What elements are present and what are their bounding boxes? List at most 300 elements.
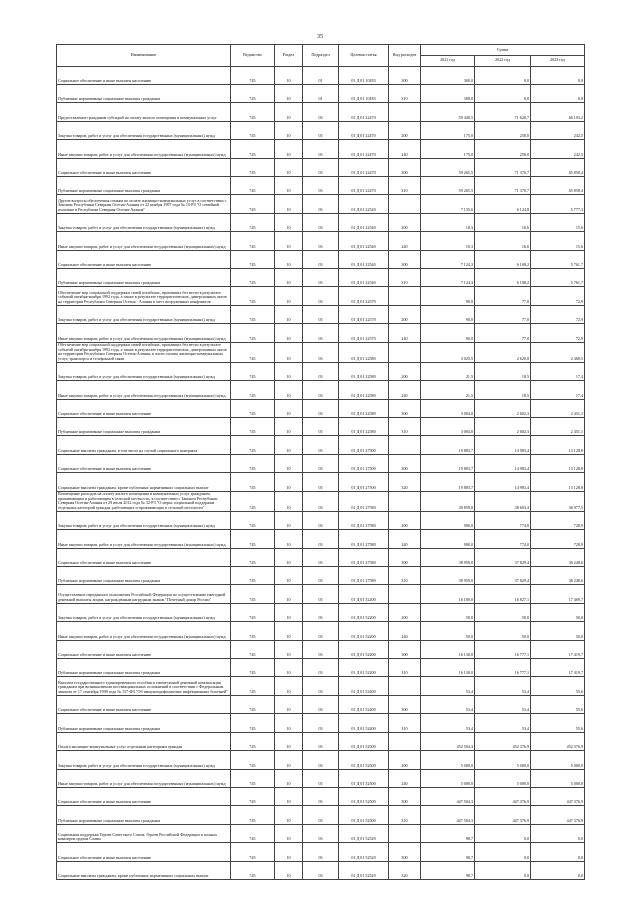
row-sum-2022: 452 376,9 bbox=[475, 732, 531, 750]
row-description: Осуществление переданного полномочия Российской Федерации по осуществлению ежегодной денежной выплаты лицам, награжденным нагрудным знаком "Почетный донор России" bbox=[57, 585, 231, 603]
row-department: 745 bbox=[231, 861, 275, 879]
row-description: Социальное обеспечение и иные выплаты населению bbox=[57, 250, 231, 268]
row-expense-type: 200 bbox=[389, 305, 421, 323]
row-expense-type: 310 bbox=[389, 269, 421, 287]
row-sum-2022: 5 000,0 bbox=[475, 769, 531, 787]
row-target-article: 01 Д 01 52400 bbox=[339, 695, 389, 713]
row-sum-2021: 21,5 bbox=[421, 381, 475, 399]
row-section: 10 bbox=[275, 121, 303, 139]
row-sum-2021: 10,3 bbox=[421, 213, 475, 231]
row-description: Закупка товаров, работ и услуг для обеспечения государственных (муниципальных) нужд bbox=[57, 305, 231, 323]
row-sum-2021: 900,0 bbox=[421, 511, 475, 529]
row-section: 10 bbox=[275, 491, 303, 511]
row-subsection: 03 bbox=[303, 751, 339, 769]
row-expense-type: 300 bbox=[389, 695, 421, 713]
row-sum-2022: 447 376,9 bbox=[475, 806, 531, 824]
row-sum-2023: 36 248,6 bbox=[531, 548, 585, 566]
row-sum-2021: 50,0 bbox=[421, 622, 475, 640]
row-section: 10 bbox=[275, 158, 303, 176]
row-sum-2022: 71 628,7 bbox=[475, 103, 531, 121]
row-sum-2023: 13 128,8 bbox=[531, 454, 585, 472]
row-department: 745 bbox=[231, 454, 275, 472]
row-target-article: 01 Д 01 22470 bbox=[339, 177, 389, 195]
row-sum-2023: 0,0 bbox=[531, 66, 585, 84]
table-row bbox=[57, 305, 585, 323]
table-row bbox=[57, 585, 585, 603]
row-department: 745 bbox=[231, 177, 275, 195]
row-section: 10 bbox=[275, 381, 303, 399]
row-section: 10 bbox=[275, 511, 303, 529]
table-row bbox=[57, 732, 585, 750]
row-section: 10 bbox=[275, 195, 303, 213]
row-expense-type: 320 bbox=[389, 473, 421, 491]
row-target-article: 01 Д 01 22570 bbox=[339, 324, 389, 342]
row-subsection: 03 bbox=[303, 121, 339, 139]
row-sum-2022: 16 827,1 bbox=[475, 585, 531, 603]
row-subsection: 03 bbox=[303, 269, 339, 287]
row-sum-2022: 16,6 bbox=[475, 232, 531, 250]
row-subsection: 03 bbox=[303, 622, 339, 640]
row-description: Закупка товаров, работ и услуг для обеспечения государственных (муниципальных) нужд bbox=[57, 751, 231, 769]
row-section: 10 bbox=[275, 324, 303, 342]
row-description: Социальное обеспечение и иные выплаты населению bbox=[57, 548, 231, 566]
row-section: 10 bbox=[275, 806, 303, 824]
row-department: 745 bbox=[231, 511, 275, 529]
row-subsection: 03 bbox=[303, 103, 339, 121]
row-sum-2023: 0,0 bbox=[531, 843, 585, 861]
row-sum-2023: 447 376,9 bbox=[531, 787, 585, 805]
row-sum-2021: 98,7 bbox=[421, 843, 475, 861]
row-sum-2021: 21,5 bbox=[421, 362, 475, 380]
row-target-article: 01 Д 01 52200 bbox=[339, 603, 389, 621]
table-row bbox=[57, 121, 585, 139]
row-target-article: 01 Д 01 52200 bbox=[339, 659, 389, 677]
row-department: 745 bbox=[231, 121, 275, 139]
row-section: 10 bbox=[275, 677, 303, 695]
table-row bbox=[57, 659, 585, 677]
row-sum-2022: 53,4 bbox=[475, 695, 531, 713]
row-department: 745 bbox=[231, 232, 275, 250]
row-description: Публичные нормативные социальные выплаты гражданам bbox=[57, 659, 231, 677]
row-expense-type: 300 bbox=[389, 787, 421, 805]
row-department: 745 bbox=[231, 548, 275, 566]
row-subsection: 03 bbox=[303, 530, 339, 548]
row-section: 10 bbox=[275, 362, 303, 380]
row-section: 10 bbox=[275, 695, 303, 713]
row-expense-type: 300 bbox=[389, 454, 421, 472]
row-sum-2021: 59 265,5 bbox=[421, 158, 475, 176]
row-expense-type bbox=[389, 103, 421, 121]
row-department: 745 bbox=[231, 66, 275, 84]
row-subsection: 03 bbox=[303, 843, 339, 861]
row-expense-type bbox=[389, 732, 421, 750]
row-subsection: 03 bbox=[303, 548, 339, 566]
row-target-article: 01 Д 01 22540 bbox=[339, 213, 389, 231]
row-sum-2022: 5 000,0 bbox=[475, 751, 531, 769]
row-department: 745 bbox=[231, 250, 275, 268]
row-department: 745 bbox=[231, 399, 275, 417]
row-sum-2021: 175,0 bbox=[421, 121, 475, 139]
row-sum-2023: 0,0 bbox=[531, 824, 585, 842]
row-sum-2022: 0,0 bbox=[475, 66, 531, 84]
row-subsection: 03 bbox=[303, 362, 339, 380]
row-subsection: 03 bbox=[303, 324, 339, 342]
row-section: 10 bbox=[275, 769, 303, 787]
row-sum-2023: 2 468,5 bbox=[531, 342, 585, 362]
row-target-article: 01 Д 01 22570 bbox=[339, 305, 389, 323]
row-expense-type bbox=[389, 491, 421, 511]
row-section: 10 bbox=[275, 824, 303, 842]
row-department: 745 bbox=[231, 381, 275, 399]
row-sum-2022: 6 108,2 bbox=[475, 250, 531, 268]
row-section: 10 bbox=[275, 213, 303, 231]
header-name: Наименование bbox=[57, 45, 231, 67]
row-sum-2021: 300,0 bbox=[421, 84, 475, 102]
table-row bbox=[57, 362, 585, 380]
row-description: Социальное обеспечение и иные выплаты населению bbox=[57, 640, 231, 658]
row-department: 745 bbox=[231, 195, 275, 213]
row-sum-2022: 77,0 bbox=[475, 287, 531, 305]
row-sum-2022: 0,0 bbox=[475, 824, 531, 842]
row-subsection: 03 bbox=[303, 454, 339, 472]
header-year-2021: 2021 год bbox=[421, 55, 475, 66]
row-sum-2023: 65 858,4 bbox=[531, 177, 585, 195]
row-section: 10 bbox=[275, 861, 303, 879]
row-section: 10 bbox=[275, 530, 303, 548]
table-row bbox=[57, 843, 585, 861]
row-target-article: 01 Д 01 22580 bbox=[339, 342, 389, 362]
row-subsection: 03 bbox=[303, 585, 339, 603]
row-description: Иные закупки товаров, работ и услуг для обеспечения государственных (муниципальных) нужд bbox=[57, 140, 231, 158]
row-target-article: 01 Д 01 22540 bbox=[339, 269, 389, 287]
row-sum-2022: 447 376,9 bbox=[475, 787, 531, 805]
table-row bbox=[57, 548, 585, 566]
row-expense-type bbox=[389, 585, 421, 603]
row-description: Социальные выплаты гражданам, кроме публичных нормативных социальных выплат bbox=[57, 861, 231, 879]
row-section: 10 bbox=[275, 305, 303, 323]
row-expense-type bbox=[389, 195, 421, 213]
row-expense-type: 200 bbox=[389, 121, 421, 139]
row-sum-2023: 452 376,9 bbox=[531, 732, 585, 750]
row-section: 10 bbox=[275, 567, 303, 585]
row-subsection: 03 bbox=[303, 511, 339, 529]
row-sum-2023: 17,4 bbox=[531, 381, 585, 399]
row-subsection: 03 bbox=[303, 418, 339, 436]
row-sum-2022: 71 370,7 bbox=[475, 158, 531, 176]
row-section: 10 bbox=[275, 454, 303, 472]
row-description: Закупка товаров, работ и услуг для обеспечения государственных (муниципальных) нужд bbox=[57, 511, 231, 529]
row-target-article: 01 Д 01 22540 bbox=[339, 232, 389, 250]
row-subsection: 03 bbox=[303, 250, 339, 268]
row-sum-2023: 55,6 bbox=[531, 714, 585, 732]
row-sum-2023: 2 451,1 bbox=[531, 418, 585, 436]
row-expense-type: 200 bbox=[389, 362, 421, 380]
row-description: Закупка товаров, работ и услуг для обеспечения государственных (муниципальных) нужд bbox=[57, 121, 231, 139]
table-row bbox=[57, 177, 585, 195]
row-department: 745 bbox=[231, 622, 275, 640]
row-section: 10 bbox=[275, 269, 303, 287]
row-target-article: 01 Д 01 52500 bbox=[339, 732, 389, 750]
row-target-article: 01 Д 01 27500 bbox=[339, 473, 389, 491]
table-row bbox=[57, 436, 585, 454]
row-description: Другие вопросы обеспечения семьям по оплате жилищно-коммунальных услуг в соответствии с Законом Республики Северная Осетия-Алания от 22 ноября 1997 года № 15-РЗ "О семейной политике в Республике Северная Осетия-Алания" bbox=[57, 195, 231, 213]
row-target-article: 01 Д 01 52520 bbox=[339, 843, 389, 861]
row-sum-2021: 38 959,0 bbox=[421, 548, 475, 566]
row-sum-2021: 16 130,0 bbox=[421, 640, 475, 658]
row-department: 745 bbox=[231, 769, 275, 787]
row-target-article: 01 Д 01 27580 bbox=[339, 567, 389, 585]
row-department: 745 bbox=[231, 843, 275, 861]
row-section: 10 bbox=[275, 342, 303, 362]
row-expense-type: 240 bbox=[389, 140, 421, 158]
row-sum-2022: 50,0 bbox=[475, 622, 531, 640]
row-sum-2022: 77,0 bbox=[475, 305, 531, 323]
table-row bbox=[57, 454, 585, 472]
row-description: Публичные нормативные социальные выплаты гражданам bbox=[57, 806, 231, 824]
row-department: 745 bbox=[231, 269, 275, 287]
row-description: Публичные нормативные социальные выплаты гражданам bbox=[57, 418, 231, 436]
row-expense-type: 300 bbox=[389, 640, 421, 658]
row-sum-2023: 65 858,4 bbox=[531, 158, 585, 176]
row-description: Оплата жилищно-коммунальных услуг отдельным категориям граждан bbox=[57, 732, 231, 750]
row-sum-2021: 90,0 bbox=[421, 305, 475, 323]
row-sum-2021: 175,0 bbox=[421, 140, 475, 158]
table-row bbox=[57, 677, 585, 695]
row-description: Закупка товаров, работ и услуг для обеспечения государственных (муниципальных) нужд bbox=[57, 603, 231, 621]
row-description: Социальное обеспечение и иные выплаты населению bbox=[57, 787, 231, 805]
row-subsection: 03 bbox=[303, 436, 339, 454]
row-subsection: 03 bbox=[303, 824, 339, 842]
row-expense-type: 240 bbox=[389, 232, 421, 250]
row-description: Обеспечение мер социальной поддержки семей погибших, пропавших без вести в результате событий октября-ноября 1992 года, а также в результате террористических, диверсионных актов на территории Республики Северная Осетия-Алания, в части оплаты жилищно-коммунальных услуг, транспорта и телефонной связи bbox=[57, 342, 231, 362]
row-expense-type: 300 bbox=[389, 66, 421, 84]
header-sum: Сумма bbox=[421, 45, 585, 56]
row-target-article: 01 Д 01 27500 bbox=[339, 454, 389, 472]
row-sum-2021: 19 883,7 bbox=[421, 473, 475, 491]
row-sum-2022: 258,0 bbox=[475, 121, 531, 139]
table-row bbox=[57, 695, 585, 713]
row-section: 10 bbox=[275, 548, 303, 566]
row-expense-type: 300 bbox=[389, 250, 421, 268]
row-section: 10 bbox=[275, 714, 303, 732]
row-sum-2022: 18,5 bbox=[475, 381, 531, 399]
row-target-article: 01 Д 01 22570 bbox=[339, 287, 389, 305]
row-department: 745 bbox=[231, 158, 275, 176]
table-row bbox=[57, 84, 585, 102]
row-sum-2023: 15,6 bbox=[531, 232, 585, 250]
row-sum-2023: 50,0 bbox=[531, 603, 585, 621]
row-sum-2023: 17 419,7 bbox=[531, 659, 585, 677]
row-sum-2023: 72,9 bbox=[531, 324, 585, 342]
row-expense-type: 240 bbox=[389, 530, 421, 548]
table-row bbox=[57, 232, 585, 250]
header-year-2022: 2022 год bbox=[475, 55, 531, 66]
row-sum-2023: 5 000,0 bbox=[531, 751, 585, 769]
row-expense-type: 300 bbox=[389, 399, 421, 417]
row-expense-type: 200 bbox=[389, 751, 421, 769]
row-subsection: 03 bbox=[303, 381, 339, 399]
row-department: 745 bbox=[231, 640, 275, 658]
row-target-article: 01 Д 01 52200 bbox=[339, 640, 389, 658]
row-department: 745 bbox=[231, 751, 275, 769]
row-department: 745 bbox=[231, 473, 275, 491]
header-target-article: Целевая статья bbox=[339, 45, 389, 67]
row-description: Выплата государственного единовременного пособия и ежемесячной денежной компенсации гражданам при возникновении поствакцинальных осложнений в соответствии с Федеральным законом от 17 сентября 1998 года № 157-ФЗ "Об иммунопрофилактике инфекционных болезней" bbox=[57, 677, 231, 695]
row-target-article: 01 Д 01 52200 bbox=[339, 585, 389, 603]
row-sum-2022: 6 108,2 bbox=[475, 269, 531, 287]
row-department: 745 bbox=[231, 84, 275, 102]
row-description: Иные закупки товаров, работ и услуг для обеспечения государственных (муниципальных) нужд bbox=[57, 381, 231, 399]
row-subsection: 03 bbox=[303, 787, 339, 805]
row-department: 745 bbox=[231, 213, 275, 231]
row-sum-2022: 14 983,4 bbox=[475, 473, 531, 491]
row-department: 745 bbox=[231, 342, 275, 362]
row-sum-2023: 72,9 bbox=[531, 287, 585, 305]
row-section: 10 bbox=[275, 177, 303, 195]
row-expense-type: 310 bbox=[389, 177, 421, 195]
row-sum-2023: 728,9 bbox=[531, 530, 585, 548]
row-expense-type: 310 bbox=[389, 567, 421, 585]
row-sum-2022: 6 124,8 bbox=[475, 195, 531, 213]
row-section: 10 bbox=[275, 659, 303, 677]
row-target-article: 01 Д 01 22470 bbox=[339, 103, 389, 121]
row-target-article: 01 Д 01 52500 bbox=[339, 787, 389, 805]
row-sum-2022: 14 983,4 bbox=[475, 436, 531, 454]
row-target-article: 01 Д 01 22470 bbox=[339, 140, 389, 158]
row-sum-2021: 59 265,5 bbox=[421, 177, 475, 195]
row-department: 745 bbox=[231, 824, 275, 842]
row-sum-2021: 300,0 bbox=[421, 66, 475, 84]
row-subsection: 03 bbox=[303, 806, 339, 824]
row-description: Публичные нормативные социальные выплаты гражданам bbox=[57, 567, 231, 585]
table-row bbox=[57, 806, 585, 824]
row-section: 10 bbox=[275, 66, 303, 84]
row-subsection: 03 bbox=[303, 695, 339, 713]
row-sum-2023: 17 419,7 bbox=[531, 640, 585, 658]
page-number: 35 bbox=[317, 34, 323, 40]
row-description: Иные закупки товаров, работ и услуг для обеспечения государственных (муниципальных) нужд bbox=[57, 622, 231, 640]
row-sum-2023: 242,5 bbox=[531, 121, 585, 139]
table-row bbox=[57, 751, 585, 769]
row-subsection: 03 bbox=[303, 177, 339, 195]
row-sum-2022: 774,0 bbox=[475, 530, 531, 548]
row-section: 10 bbox=[275, 436, 303, 454]
row-section: 10 bbox=[275, 250, 303, 268]
row-sum-2021: 50,0 bbox=[421, 603, 475, 621]
row-department: 745 bbox=[231, 585, 275, 603]
table-row bbox=[57, 324, 585, 342]
table-row bbox=[57, 491, 585, 511]
row-expense-type bbox=[389, 436, 421, 454]
row-description: Социальные выплаты гражданам, в том числе на случай социального контракта bbox=[57, 436, 231, 454]
table-row bbox=[57, 250, 585, 268]
row-department: 745 bbox=[231, 436, 275, 454]
row-expense-type: 240 bbox=[389, 622, 421, 640]
row-sum-2021: 447 504,3 bbox=[421, 787, 475, 805]
row-sum-2022: 16 777,1 bbox=[475, 640, 531, 658]
row-expense-type: 310 bbox=[389, 806, 421, 824]
row-target-article: 01 Д 01 52520 bbox=[339, 861, 389, 879]
row-expense-type bbox=[389, 677, 421, 695]
row-sum-2023: 13 128,8 bbox=[531, 436, 585, 454]
row-sum-2023: 55,6 bbox=[531, 695, 585, 713]
row-sum-2022: 774,0 bbox=[475, 511, 531, 529]
header-year-2023: 2023 год bbox=[531, 55, 585, 66]
table-row bbox=[57, 418, 585, 436]
row-expense-type: 300 bbox=[389, 843, 421, 861]
row-sum-2022: 14 983,4 bbox=[475, 454, 531, 472]
row-subsection: 01 bbox=[303, 66, 339, 84]
row-expense-type: 310 bbox=[389, 84, 421, 102]
row-target-article: 01 Д 01 22580 bbox=[339, 362, 389, 380]
row-target-article: 01 Д 01 52500 bbox=[339, 751, 389, 769]
row-expense-type: 240 bbox=[389, 324, 421, 342]
row-subsection: 03 bbox=[303, 213, 339, 231]
row-subsection: 03 bbox=[303, 677, 339, 695]
row-sum-2022: 0,0 bbox=[475, 843, 531, 861]
row-description: Публичные нормативные социальные выплаты гражданам bbox=[57, 714, 231, 732]
row-sum-2021: 53,4 bbox=[421, 695, 475, 713]
row-expense-type bbox=[389, 287, 421, 305]
row-sum-2022: 16,6 bbox=[475, 213, 531, 231]
row-sum-2023: 5 777,3 bbox=[531, 195, 585, 213]
row-target-article: 01 Д 01 10183 bbox=[339, 84, 389, 102]
table-row bbox=[57, 66, 585, 84]
row-sum-2022: 38 603,4 bbox=[475, 491, 531, 511]
row-description: Социальное обеспечение и иные выплаты населению bbox=[57, 843, 231, 861]
row-sum-2021: 59 440,5 bbox=[421, 103, 475, 121]
row-subsection: 03 bbox=[303, 195, 339, 213]
row-expense-type: 310 bbox=[389, 659, 421, 677]
row-sum-2021: 90,0 bbox=[421, 324, 475, 342]
row-subsection: 03 bbox=[303, 714, 339, 732]
row-target-article: 01 Д 01 52200 bbox=[339, 622, 389, 640]
table-body bbox=[57, 66, 585, 879]
row-sum-2021: 38 959,0 bbox=[421, 567, 475, 585]
row-sum-2022: 16 777,1 bbox=[475, 659, 531, 677]
row-sum-2023: 5 761,7 bbox=[531, 250, 585, 268]
table-row bbox=[57, 399, 585, 417]
row-target-article: 01 Д 01 27580 bbox=[339, 530, 389, 548]
row-section: 10 bbox=[275, 473, 303, 491]
row-department: 745 bbox=[231, 140, 275, 158]
row-department: 745 bbox=[231, 491, 275, 511]
row-expense-type: 300 bbox=[389, 158, 421, 176]
table-row bbox=[57, 714, 585, 732]
row-subsection: 03 bbox=[303, 491, 339, 511]
row-expense-type: 300 bbox=[389, 548, 421, 566]
row-section: 10 bbox=[275, 585, 303, 603]
row-sum-2021: 39 859,0 bbox=[421, 491, 475, 511]
table-row bbox=[57, 769, 585, 787]
row-section: 10 bbox=[275, 732, 303, 750]
row-sum-2023: 55,6 bbox=[531, 677, 585, 695]
row-section: 10 bbox=[275, 232, 303, 250]
row-description: Социальное обеспечение и иные выплаты населению bbox=[57, 695, 231, 713]
row-department: 745 bbox=[231, 103, 275, 121]
row-sum-2021: 5 000,0 bbox=[421, 769, 475, 787]
row-target-article: 01 Д 01 27580 bbox=[339, 511, 389, 529]
row-description: Обеспечение мер социальной поддержки семей погибших, пропавших без вести в результате событий октября-ноября 1992 года, а также в результате террористических, диверсионных актов на территории Республики Северная Осетия - Алания и мест вооруженных конфликтов bbox=[57, 287, 231, 305]
row-description: Иные закупки товаров, работ и услуг для обеспечения государственных (муниципальных) нужд bbox=[57, 232, 231, 250]
row-sum-2022: 0,0 bbox=[475, 861, 531, 879]
row-description: Социальные выплаты гражданам, кроме публичных нормативных социальных выплат bbox=[57, 473, 231, 491]
row-sum-2021: 3 025,5 bbox=[421, 342, 475, 362]
header-expense-type: Вид расходов bbox=[389, 45, 421, 67]
row-subsection: 03 bbox=[303, 473, 339, 491]
row-sum-2021: 7 124,3 bbox=[421, 250, 475, 268]
row-sum-2023: 17,4 bbox=[531, 362, 585, 380]
